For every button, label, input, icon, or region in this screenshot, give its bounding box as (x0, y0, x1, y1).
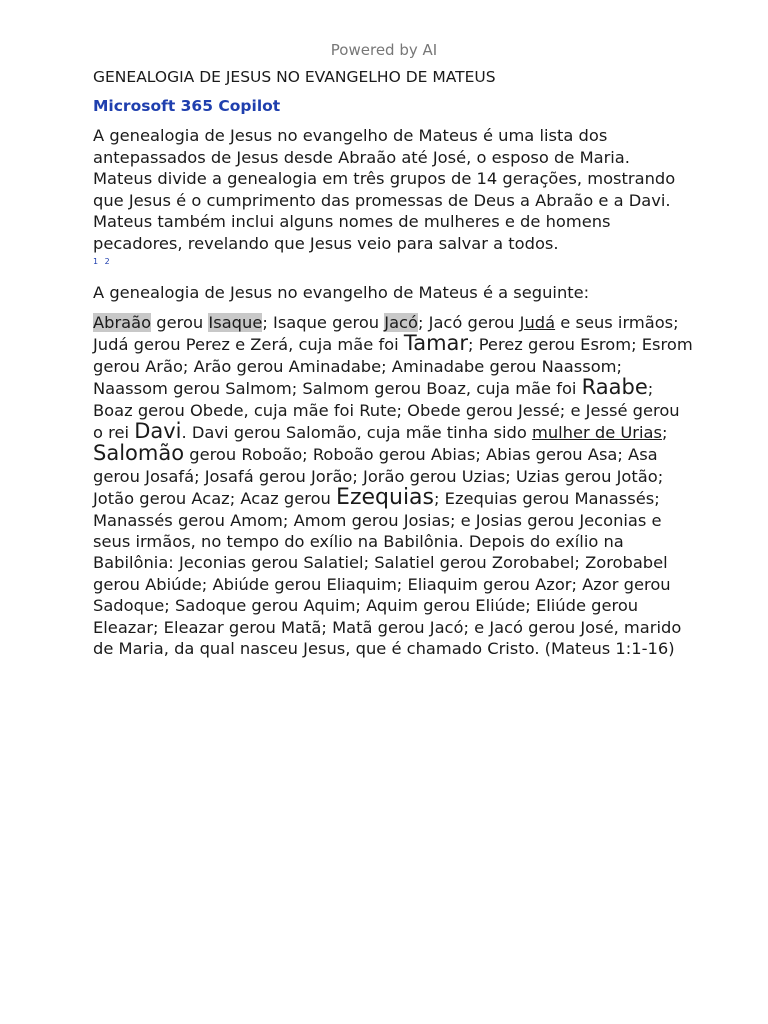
genealogy-paragraph (93, 312, 693, 660)
text-run: ; Perez gerou Esrom; Esrom gerou Arão; Arão gerou Aminadabe; Aminadabe gerou Naassom; Naassom gerou Salmom; Salmom gerou Boaz, cuja mãe foi (93, 335, 693, 399)
text-run: gerou Roboão; Roboão gerou Abias; Abias gerou Asa; Asa gerou Josafá; Josafá gerou Jorão; Jorão gerou Uzias; Uzias gerou Jotão; Jotão gerou Acaz; Acaz gerou (93, 445, 664, 509)
emphasis-tamar: Tamar (403, 331, 469, 356)
emphasis-ezequias: Ezequias (336, 485, 434, 511)
source-label: Microsoft 365 Copilot (93, 97, 281, 115)
emphasis-salomao: Salomão (93, 441, 185, 466)
highlight-jaco: Jacó (384, 313, 418, 332)
text-run: ; Boaz gerou Obede, cuja mãe foi Rute; Obede gerou Jessé; e Jessé gerou o rei (93, 379, 680, 443)
highlight-isaque: Isaque (208, 313, 263, 332)
text-run: ; Ezequias gerou Manassés; Manassés gerou Amom; Amom gerou Josias; e Josias gerou Jeconias e seus irmãos, no tempo do exílio na Babilônia. Depois do exílio na Babilônia: Jeconias gerou Salatiel; Salatiel gerou Zorobabel; Zorobabel gerou Abiúde; Abiúde gerou Eliaquim; Eliaquim gerou Azor; Azor gerou Sadoque; Sadoque gerou Aquim; Aquim gerou Eliúde; Eliúde gerou Eleazar; Eleazar gerou Matã; Matã gerou Jacó; e Jacó gerou José, marido de Maria, da qual nasceu Jesus, que é chamado Cristo. (Mateus 1:1-16) (93, 489, 682, 659)
reference-links[interactable]: 1 2 (93, 257, 112, 266)
highlight-abraao: Abraão (93, 313, 152, 332)
text-run: gerou (151, 313, 209, 332)
powered-by-label: Powered by AI (330, 41, 438, 59)
text-run: ; Jacó gerou (417, 313, 520, 332)
link-juda[interactable]: Judá (519, 313, 556, 332)
text-run: e seus irmãos; Judá gerou Perez e Zerá, cuja mãe foi (93, 313, 679, 355)
text-run: . Davi gerou Salomão, cuja mãe tinha sido (181, 423, 532, 443)
emphasis-raabe: Raabe (581, 375, 648, 400)
document-title: GENEALOGIA DE JESUS NO EVANGELHO DE MATEUS (93, 68, 496, 86)
text-run: ; Isaque gerou (262, 313, 385, 332)
lead-paragraph: A genealogia de Jesus no evangelho de Mateus é a seguinte: (93, 283, 590, 302)
intro-paragraph: A genealogia de Jesus no evangelho de Mateus é uma lista dos antepassados de Jesus desde Abraão até José, o esposo de Maria. Mateus divide a genealogia em três grupos de 14 gerações, mostrando que Jesus é o cumprimento das promessas de Deus a Abraão e a Davi. Mateus também inclui alguns nomes de mulheres e de homens pecadores, revelando que Jesus veio para salvar a todos. (93, 126, 676, 253)
text-run: ; (661, 423, 668, 443)
emphasis-davi: Davi (134, 419, 182, 444)
link-mulher-de-urias[interactable]: mulher de Urias (531, 423, 662, 443)
